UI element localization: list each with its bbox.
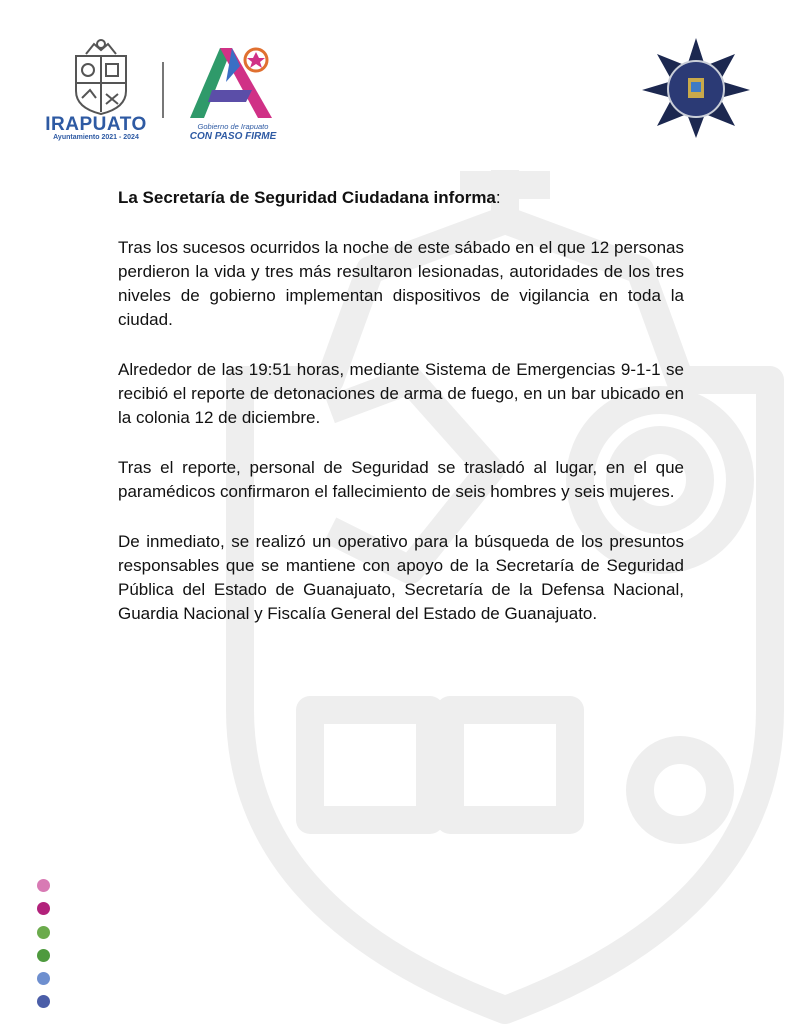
decor-dot xyxy=(37,995,50,1008)
campaign-slogan: CON PASO FIRME xyxy=(189,131,277,142)
decor-dot xyxy=(37,902,50,915)
decor-dot xyxy=(37,949,50,962)
release-heading-colon: : xyxy=(495,188,501,207)
logo-divider xyxy=(162,62,164,118)
release-heading-title: La Secretaría de Seguridad Ciudadana informa xyxy=(118,188,496,207)
release-heading xyxy=(118,186,684,210)
paragraph-4: De inmediato, se realizó un operativo para la búsqueda de los presuntos responsables que se mantiene con apoyo de la Secretaría de Seguridad Pública del Estado de Guanajuato, Secretaría de la Defensa Nacional, Guardia Nacional y Fiscalía General del Estado de Guanajuato. xyxy=(118,532,684,623)
decorative-dots xyxy=(37,879,51,1019)
campaign-subtitle: Gobierno de Irapuato xyxy=(197,122,269,131)
paragraph-2: Alrededor de las 19:51 horas, mediante Sistema de Emergencias 9-1-1 se recibió el reporte de detonaciones de arma de fuego, en un bar ubicado en la colonia 12 de diciembre. xyxy=(118,360,684,427)
police-star-badge-icon xyxy=(640,36,752,140)
irapuato-wordmark: IRAPUATO xyxy=(45,114,147,135)
irapuato-subtitle: Ayuntamiento 2021 - 2024 xyxy=(53,134,139,141)
decor-dot xyxy=(37,879,50,892)
con-paso-firme-a-logo-icon xyxy=(182,40,282,120)
paragraph-1: Tras los sucesos ocurridos la noche de este sábado en el que 12 personas perdieron la vida y tres más resultaron lesionadas, autoridades de los tres niveles de gobierno implementan dispositivos de vigilancia en toda la ciudad. xyxy=(118,238,684,329)
paragraph-3: Tras el reporte, personal de Seguridad se trasladó al lugar, en el que paramédicos confirmaron el fallecimiento de seis hombres y seis mujeres. xyxy=(118,458,684,501)
decor-dot xyxy=(37,972,50,985)
press-release-body xyxy=(118,186,684,652)
header-logos xyxy=(40,36,760,146)
decor-dot xyxy=(37,926,50,939)
